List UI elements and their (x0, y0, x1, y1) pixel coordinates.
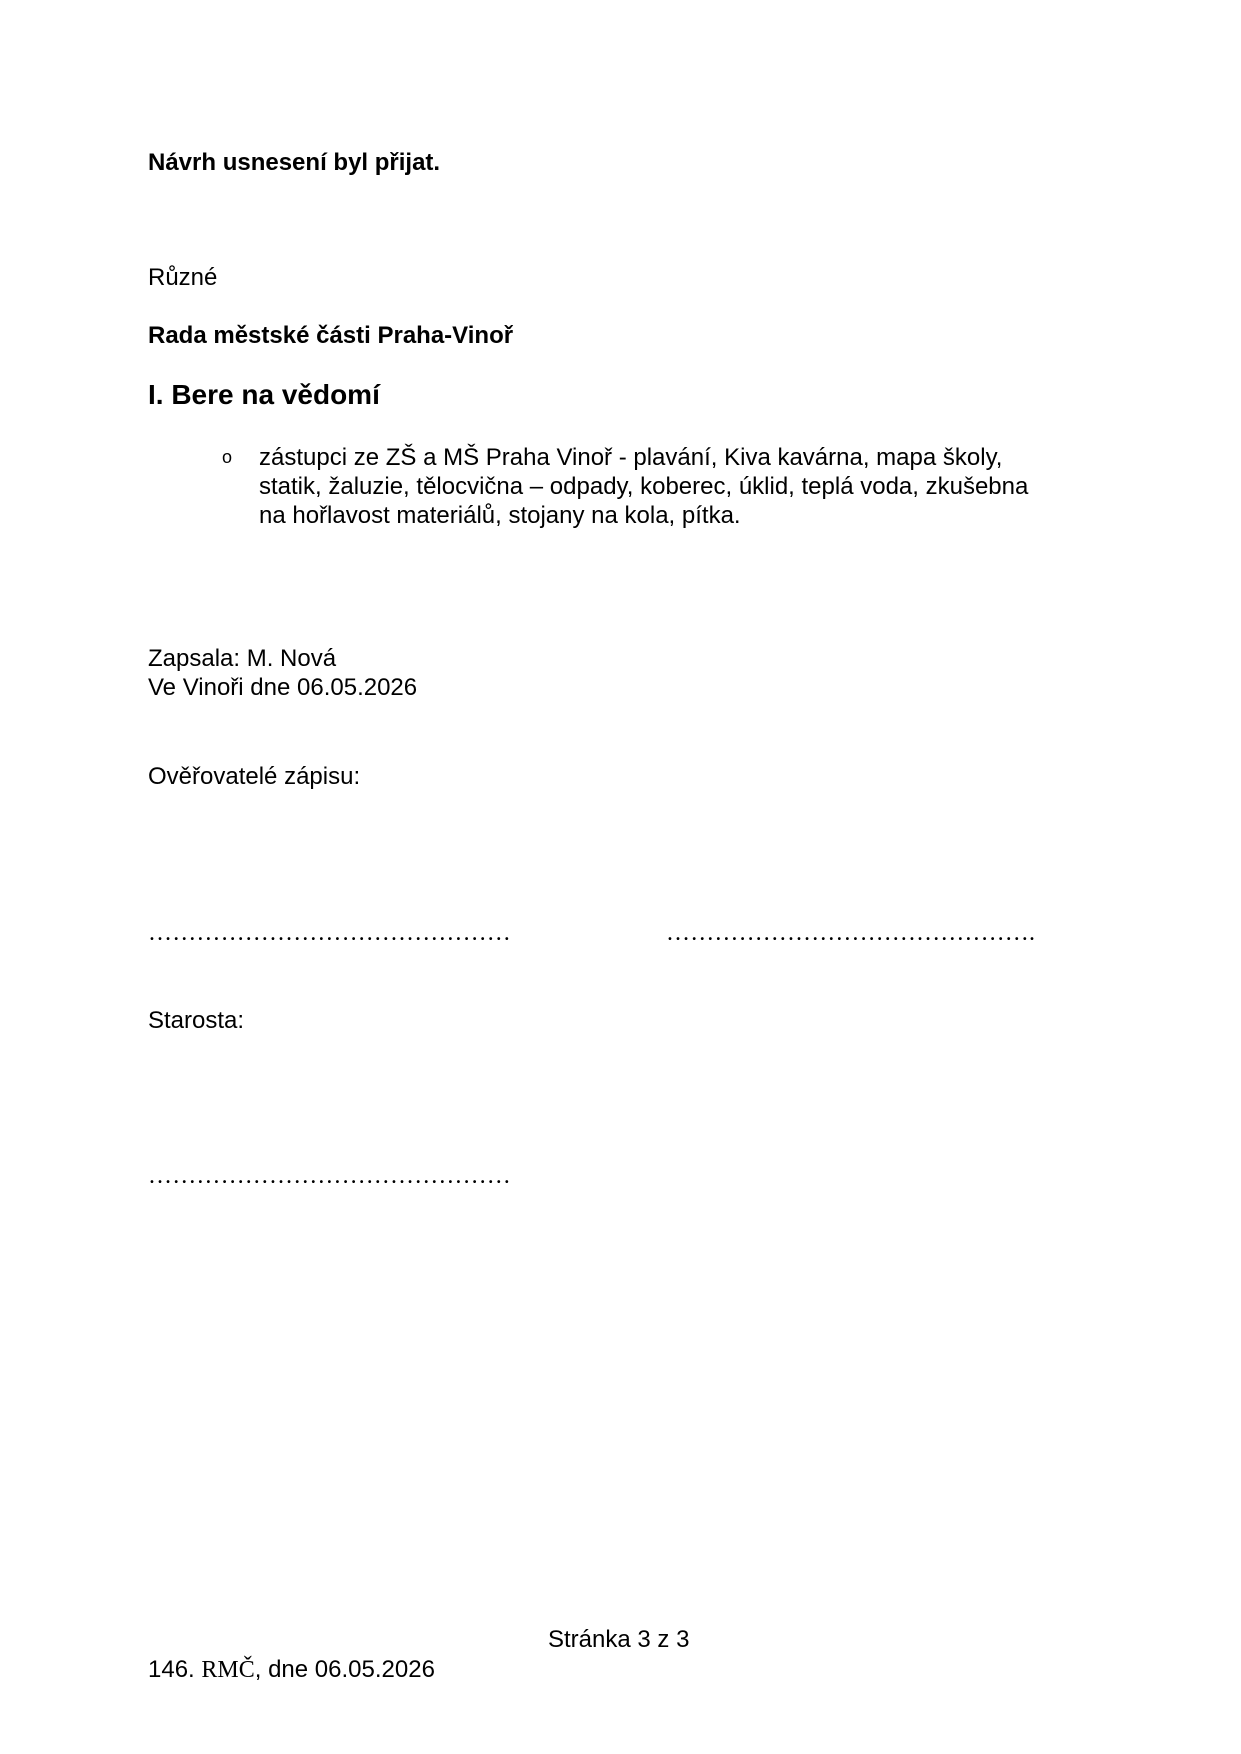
list-item-line: zástupci ze ZŠ a MŠ Praha Vinoř - plavání, Kiva kavárna, mapa školy, (259, 444, 1003, 471)
verifiers-label: Ověřovatelé zápisu: (148, 763, 361, 790)
section-heading: I. Bere na vědomí (148, 379, 380, 410)
signature-line-verifier-2: ………………………………………. (666, 920, 1036, 946)
signature-line-verifier-1: ……………………………………… (148, 920, 511, 946)
page-number: Stránka 3 z 3 (548, 1626, 690, 1653)
footer-abbr: RMČ (201, 1657, 255, 1683)
place-date: Ve Vinoři dne 06.05.2026 (148, 674, 418, 701)
list-item (259, 443, 1028, 530)
list-item-line: statik, žaluzie, tělocvična – odpady, koberec, úklid, teplá voda, zkušebna (259, 473, 1029, 500)
recorded-by: Zapsala: M. Nová (148, 645, 337, 672)
list-item-line: na hořlavost materiálů, stojany na kola, pítka. (259, 502, 741, 529)
bullet-marker: o (222, 447, 233, 467)
council-name: Rada městské části Praha-Vinoř (148, 322, 514, 349)
footer-reference (148, 1655, 435, 1685)
resolution-result: Návrh usnesení byl přijat. (148, 149, 441, 176)
section-label: Různé (148, 264, 218, 291)
footer-date: , dne 06.05.2026 (254, 1656, 435, 1683)
signature-line-mayor: ……………………………………… (148, 1163, 511, 1189)
footer-number: 146. (148, 1656, 195, 1683)
mayor-label: Starosta: (148, 1007, 245, 1034)
